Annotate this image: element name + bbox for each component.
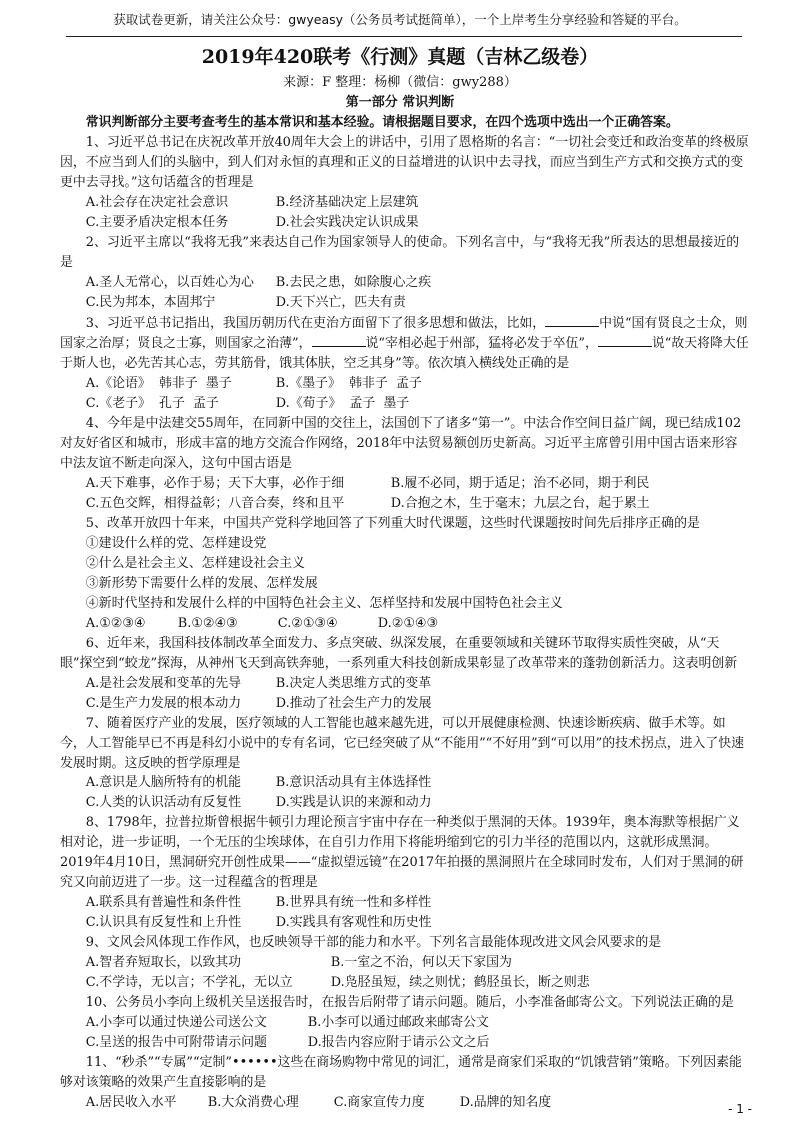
section-title: 第一部分 常识判断: [345, 95, 455, 110]
question-11-option-b: B.大众消费心理: [207, 1094, 299, 1110]
question-11-stem: 11、“秒杀”“专属”“定制”••••••这些在商场购物中常见的词汇，通常是商家们采取的“饥饿营销”策略。下列因素能够对该策略的效果产生直接影响的是: [60, 1054, 742, 1090]
question-2-stem: 2、习近平主席以“我将无我”来表达自己作为国家领导人的使命。下列名言中，与“我将无我”所表达的思想最接近的是: [60, 234, 740, 270]
question-6-stem: 6、近年来，我国科技体制改革全面发力、多点突破、纵深发展，在重要领域和关键环节取得实质性突破，从“天眼”探空到“蛟龙”探海，从神州飞天到高铁奔驰，一系列重大科技创新成果彰显了改革带来的蓬勃创新活力。这表明创新: [60, 635, 738, 671]
question-4-options-cd: [60, 494, 750, 514]
question-6-options-ab: [60, 674, 750, 694]
question-8-option-b: B.世界具有统一性和多样性: [275, 895, 432, 911]
question-3-stem-part-1: 3、习近平总书记指出，我国历朝历代在吏治方面留下了很多思想和做法，比如，: [85, 315, 546, 331]
question-5-statement-1: ①建设什么样的党、怎样建设党: [85, 536, 267, 552]
question-1-stem: 1、习近平总书记在庆祝改革开放40周年大会上的讲话中，引用了恩格斯的名言：“一切社会变迁和政治变革的终极原因，不应当到人们的头脑中，到人们对永恒的真理和正义的日益增进的认识中去寻找，而应当到生产方式和交换方式的变更中去寻找。”这句话蕴含的哲理是: [60, 134, 749, 190]
question-3-option-a: A.《论语》 韩非子 墨子: [85, 376, 232, 392]
question-4-option-c: C.五色交辉，相得益彰；八音合奏，终和且平: [85, 496, 345, 512]
question-3-blank-2: [312, 333, 366, 347]
question-9-option-a: A.智者弃短取长，以致其功: [85, 955, 242, 971]
question-10-option-c: C.呈送的报告中可附带请示问题: [85, 1034, 267, 1050]
question-8-stem: 8、1798年，拉普拉斯曾根据牛顿引力理论预言宇宙中存在一种类似于黑洞的天体。1939年，奥本海默等根据广义相对论，进一步证明，一个无压的尘埃球体，在自引力作用下将能坍缩到它的引力半径的范围以内，这就形成黑洞。2019年4月10日，黑洞研究开创性成果——“虚拟望远镜”在2017年拍摄的黑洞照片在全球同时发布，人们对于黑洞的研究又向前迈进了一步。这一过程蕴含的哲理是: [60, 815, 744, 891]
header-divider: [66, 36, 742, 37]
question-6-option-b: B.决定人类思维方式的变革: [275, 675, 432, 691]
question-5-statement-4: ④新时代坚持和发展什么样的中国特色社会主义、怎样坚持和发展中国特色社会主义: [85, 595, 563, 611]
question-10-option-a: A.小李可以通过快递公司送公文: [85, 1014, 267, 1030]
question-10-options-ab: [60, 1013, 750, 1033]
question-4-option-a: A.天下难事，必作于易；天下大事，必作于细: [85, 476, 345, 492]
page-title: 2019年420联考《行测》真题（吉林乙级卷）: [201, 46, 599, 68]
question-1-option-a: A.社会存在决定社会意识: [85, 194, 229, 210]
question-2-option-d: D.天下兴亡，匹夫有责: [275, 294, 406, 310]
question-7-option-b: B.意识活动具有主体选择性: [275, 775, 432, 791]
question-5-stem: 5、改革开放四十年来，中国共产党科学地回答了下列重大时代课题，这些时代课题按时间先后排序正确的是: [85, 516, 700, 532]
question-3-blank-3: [598, 333, 652, 347]
question-7-options-cd: [60, 793, 750, 813]
question-7-option-a: A.意识是人脑所特有的机能: [85, 775, 242, 791]
question-4-option-d: D.合抱之木，生于毫末；九层之台，起于累土: [390, 496, 650, 512]
question-3-options-cd: [60, 394, 750, 414]
question-11-option-d: D.品牌的知名度: [459, 1094, 552, 1110]
question-3-stem-part-2: 中说“国有贤良之士众，则国家之治厚；贤良之士寡，则国家之治薄”，: [60, 315, 748, 352]
question-3-option-c: C.《老子》 孔子 孟子: [85, 396, 219, 412]
question-10-stem: 10、公务员小李向上级机关呈送报告时，在报告后附带了请示问题。随后，小李准备邮寄公文。下列说法正确的是: [85, 994, 734, 1010]
question-7-options-ab: [60, 773, 750, 793]
question-9-stem: 9、文风会风体现工作作风，也反映领导干部的能力和水平。下列名言最能体现改进文风会风要求的是: [85, 935, 662, 951]
question-4-stem: 4、今年是中法建交55周年，在同新中国的交往上，法国创下了诸多“第一”。中法合作空间日益广阔，现已结成102对友好省区和城市，形成丰富的地方交流合作网络，2018年中法贸易额创历史新高。习近平主席曾引用中国古语来形容中法友谊不断走向深入，这句中国古语是: [60, 416, 742, 472]
question-1-options-cd: [60, 213, 750, 233]
question-3-stem-part-3: 说“宰相必起于州部，猛将必发于卒伍”，: [365, 336, 598, 352]
question-2-option-b: B.去民之患，如除腹心之疾: [275, 274, 432, 290]
question-9-option-d: D.凫胫虽短，续之则忧；鹤胫虽长，断之则悲: [330, 974, 590, 990]
page-number: - 1 -: [728, 1102, 752, 1116]
question-6-options-cd: [60, 694, 750, 714]
question-2-options-cd: [60, 293, 750, 313]
question-5-options: [60, 614, 750, 634]
header-banner: 获取试卷更新，请关注公众号：gwyeasy（公务员考试挺简单），一个上岸考生分享经验和答疑的平台。: [113, 12, 687, 27]
question-2-option-a: A.圣人无常心，以百姓心为心: [85, 274, 254, 290]
question-11-options: [60, 1093, 750, 1113]
question-7-option-d: D.实践是认识的来源和动力: [275, 795, 432, 811]
question-1-option-d: D.社会实践决定认识成果: [275, 214, 419, 230]
question-list: [60, 113, 750, 1113]
question-4-option-b: B.履不必同，期于适足；治不必同，期于利民: [390, 476, 650, 492]
question-9-option-b: B.一室之不治，何以天下家国为: [330, 955, 512, 971]
question-9-options-ab: [60, 953, 750, 973]
question-7-option-c: C.人类的认识活动有反复性: [85, 795, 242, 811]
question-8-option-d: D.实践具有客观性和历史性: [275, 915, 432, 931]
question-1-options-ab: [60, 193, 750, 213]
question-8-options-ab: [60, 893, 750, 913]
question-1-option-b: B.经济基础决定上层建筑: [275, 194, 419, 210]
question-8-options-cd: [60, 913, 750, 933]
question-5-statement-2: ②什么是社会主义、怎样建设社会主义: [85, 555, 305, 571]
question-3-option-b: B.《墨子》 韩非子 孟子: [275, 376, 422, 392]
question-4-options-ab: [60, 474, 750, 494]
question-3-stem: [60, 313, 750, 375]
question-10-option-b: B.小李可以通过邮政来邮寄公文: [307, 1014, 489, 1030]
question-10-option-d: D.报告内容应附于请示公文之后: [307, 1034, 490, 1050]
question-6-option-c: C.是生产力发展的根本动力: [85, 695, 242, 711]
question-9-option-c: C.不学诗，无以言；不学礼，无以立: [85, 974, 293, 990]
question-5-option-a: A.①②③④: [85, 615, 146, 631]
question-8-option-a: A.联系具有普遍性和条件性: [85, 895, 242, 911]
question-5-option-d: D.②①④③: [377, 615, 438, 631]
question-9-options-cd: [60, 973, 750, 993]
source-line: 来源：F 整理：杨柳（微信：gwy288）: [283, 75, 517, 90]
question-5-option-b: B.①②④③: [177, 615, 238, 631]
question-5-statement-3: ③新形势下需要什么样的发展、怎样发展: [85, 575, 318, 591]
question-5-option-c: C.②①③④: [277, 615, 338, 631]
question-3-option-d: D.《荀子》 孟子 墨子: [275, 396, 410, 412]
question-11-option-a: A.居民收入水平: [85, 1094, 177, 1110]
question-2-options-ab: [60, 273, 750, 293]
question-6-option-d: D.推动了社会生产力的发展: [275, 695, 432, 711]
question-3-stem-part-4: 说“故天将降大任于斯人也，必先苦其心志，劳其筋骨，饿其体肤，空乏其身”等。依次填入横线处正确的是: [60, 336, 749, 372]
question-1-option-c: C.主要矛盾决定根本任务: [85, 214, 229, 230]
question-8-option-c: C.认识具有反复性和上升性: [85, 915, 242, 931]
question-3-options-ab: [60, 374, 750, 394]
question-10-options-cd: [60, 1033, 750, 1053]
question-6-option-a: A.是社会发展和变革的先导: [85, 675, 242, 691]
question-7-stem: 7、随着医疗产业的发展，医疗领域的人工智能也越来越先进，可以开展健康检测、快速诊断疾病、做手术等。如今，人工智能早已不再是科幻小说中的专有名词，它已经突破了从“不能用”“不好用”到“可以用”的技术拐点，进入了快速发展时期。这反映的哲学原理是: [60, 715, 745, 771]
question-2-option-c: C.民为邦本，本固邦宁: [85, 294, 216, 310]
question-3-blank-1: [545, 313, 599, 327]
section-intro: 常识判断部分主要考查考生的基本常识和基本经验。请根据题目要求，在四个选项中选出一个正确答案。: [85, 115, 679, 130]
question-11-option-c: C.商家宣传力度: [333, 1094, 425, 1110]
